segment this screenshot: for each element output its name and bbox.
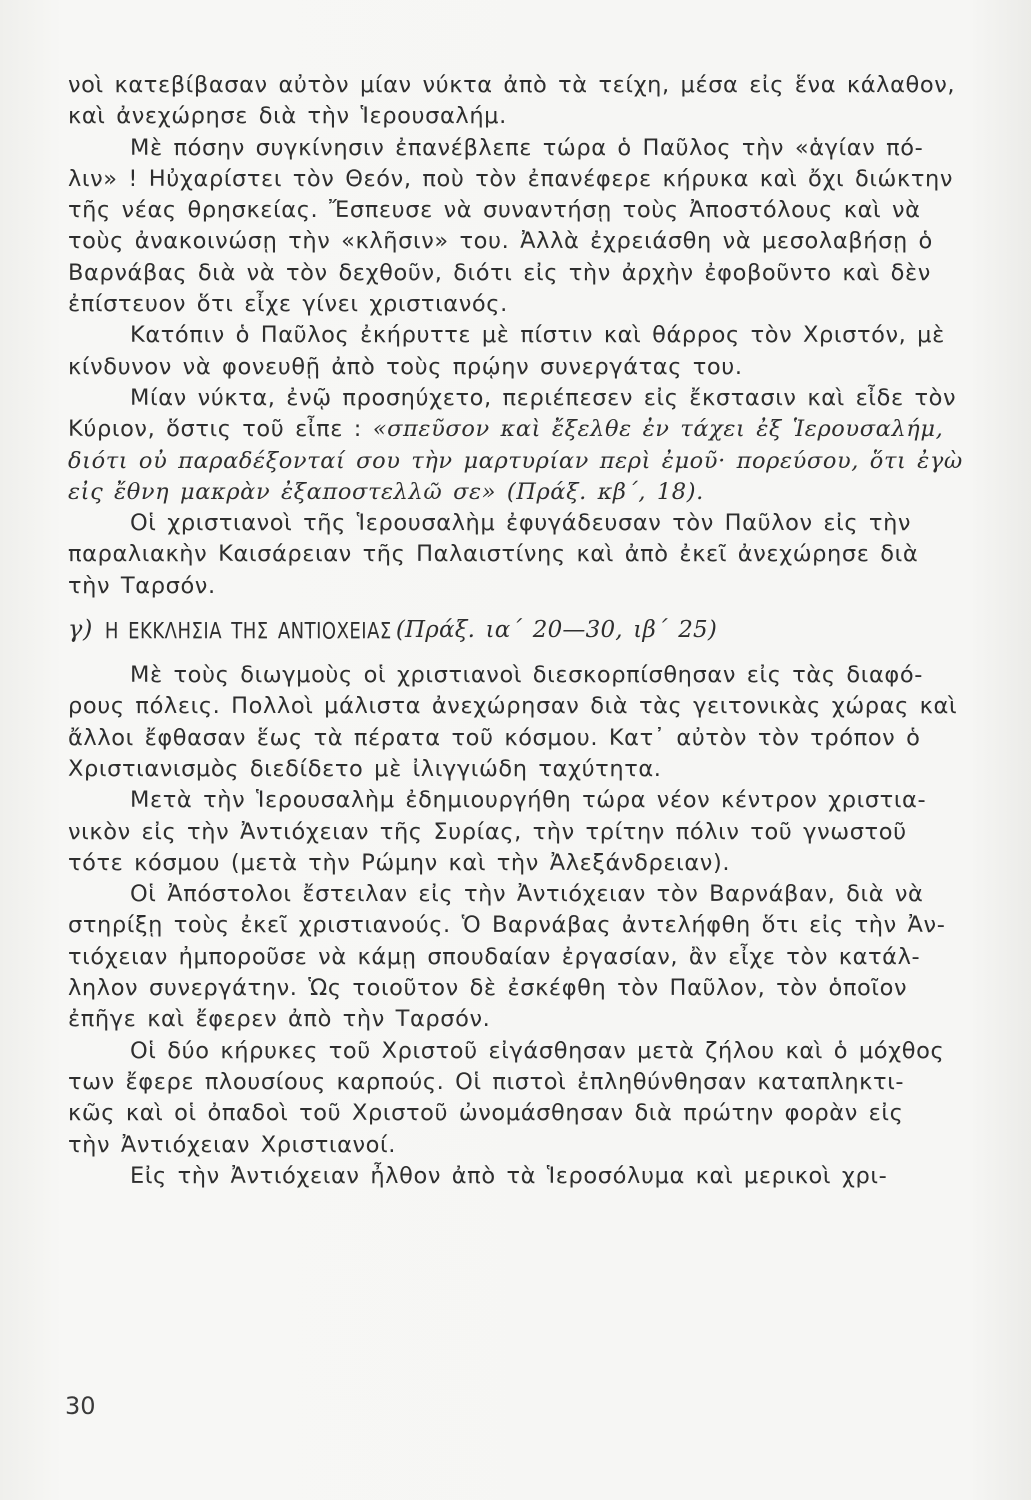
text-line: Οἱ χριστιανοὶ τῆς Ἱερουσαλὴμ ἐφυγάδευσαν τὸν Παῦλον εἰς τὴν	[130, 510, 912, 537]
text-line: ρους πόλεις. Πολλοὶ μάλιστα ἀνεχώρησαν διὰ τὰς γειτονικὰς χώρας καὶ	[68, 693, 958, 720]
text-line	[68, 414, 1018, 445]
text-line: λιν» ! Ηὐχαρίστει τὸν Θεόν, ποὺ τὸν ἐπανέφερε κήρυκα καὶ ὄχι διώκτην	[68, 165, 954, 192]
text-line: των ἔφερε πλουσίους καρπούς. Οἱ πιστοὶ ἐπληθύνθησαν καταπληκτι-	[68, 1068, 905, 1095]
text-line: Οἱ Ἀπόστολοι ἔστειλαν εἰς τὴν Ἀντιόχειαν τὸν Βαρνάβαν, διὰ νὰ	[130, 881, 924, 908]
section-title: Η ΕΚΚΛΗΣΙΑ ΤΗΣ ΑΝΤΙΟΧΕΙΑΣ	[104, 618, 392, 645]
text-line: στηρίξῃ τοὺς ἐκεῖ χριστιανούς. Ὁ Βαρνάβας ἀντελήφθη ὅτι εἰς τὴν Ἀν-	[68, 912, 946, 939]
text-span: Κύριον, ὅστις τοῦ εἶπε :	[68, 416, 373, 443]
text-line: τιόχειαν ἠμποροῦσε νὰ κάμῃ σπουδαίαν ἐργασίαν, ἂν εἶχε τὸν κατάλ-	[68, 943, 921, 970]
text-line: Μὲ πόσην συγκίνησιν ἐπανέβλεπε τώρα ὁ Παῦλος τὴν «ἁγίαν πό-	[130, 134, 924, 161]
section-reference: (Πράξ. ια΄ 20—30, ιβ΄ 25)	[395, 617, 718, 644]
text-line: Χριστιανισμὸς διεδίδετο μὲ ἰλιγγιώδη ταχύτητα.	[68, 755, 662, 782]
text-line: νοὶ κατεβίβασαν αὐτὸν μίαν νύκτα ἀπὸ τὰ τείχη, μέσα εἰς ἕνα κάλαθον,	[68, 72, 956, 98]
text-line: Κατόπιν ὁ Παῦλος ἐκήρυττε μὲ πίστιν καὶ θάρρος τὸν Χριστόν, μὲ	[130, 322, 945, 349]
body-text	[68, 70, 1018, 1192]
text-line: Μετὰ τὴν Ἱερουσαλὴμ ἐδημιουργήθη τώρα νέον κέντρον χριστια-	[130, 787, 927, 814]
text-line: κῶς καὶ οἱ ὀπαδοὶ τοῦ Χριστοῦ ὠνομάσθησαν διὰ πρώτην φορὰν εἰς	[68, 1100, 904, 1127]
text-line: τῆς νέας θρησκείας. Ἔσπευσε νὰ συναντήσῃ τοὺς Ἀποστόλους καὶ νὰ	[68, 197, 921, 224]
section-marker: γ)	[68, 615, 93, 644]
text-line: κίνδυνον νὰ φονευθῇ ἀπὸ τοὺς πρῴην συνεργάτας του.	[68, 353, 743, 380]
text-line: νικὸν εἰς τὴν Ἀντιόχειαν τῆς Συρίας, τὴν τρίτην πόλιν τοῦ γνωστοῦ	[68, 818, 907, 845]
scripture-quote: εἰς ἔθνη μακρὰν ἐξαποστελλῶ σε»	[68, 478, 507, 505]
text-line: ἐπίστευον ὅτι εἶχε γίνει χριστιανός.	[68, 291, 508, 318]
text-line: τότε κόσμου (μετὰ τὴν Ρώμην καὶ τὴν Ἀλεξάνδρειαν).	[68, 849, 731, 876]
page-number: 30	[65, 1392, 96, 1420]
scripture-reference: (Πράξ. κβ΄, 18).	[506, 478, 704, 505]
text-line: τοὺς ἀνακοινώσῃ τὴν «κλῆσιν» του. Ἀλλὰ ἐχρειάσθη νὰ μεσολαβήσῃ ὁ	[68, 228, 933, 255]
text-line	[68, 477, 1018, 508]
text-line: ἄλλοι ἔφθασαν ἕως τὰ πέρατα τοῦ κόσμου. Κατ᾽ αὐτὸν τὸν τρόπον ὁ	[68, 724, 921, 751]
text-line: παραλιακὴν Καισάρειαν τῆς Παλαιστίνης καὶ ἀπὸ ἐκεῖ ἀνεχώρησε διὰ	[68, 541, 919, 568]
text-line: Μὲ τοὺς διωγμοὺς οἱ χριστιανοὶ διεσκορπίσθησαν εἰς τὰς διαφό-	[130, 662, 923, 689]
scripture-quote: διότι οὐ παραδέξονταί σου τὴν μαρτυρίαν περὶ ἐμοῦ· πορεύσου, ὅτι ἐγὼ	[68, 447, 963, 474]
section-heading	[68, 614, 1018, 646]
text-line: Εἰς τὴν Ἀντιόχειαν ἦλθον ἀπὸ τὰ Ἱεροσόλυμα καὶ μερικοὶ χρι-	[130, 1162, 888, 1189]
text-line: καὶ ἀνεχώρησε διὰ τὴν Ἱερουσαλήμ.	[68, 103, 507, 130]
text-line: τὴν Ἀντιόχειαν Χριστιανοί.	[68, 1131, 396, 1158]
text-line: Μίαν νύκτα, ἐνῷ προσηύχετο, περιέπεσεν εἰς ἔκστασιν καὶ εἶδε τὸν	[130, 384, 957, 411]
text-line: Βαρνάβας διὰ νὰ τὸν δεχθοῦν, διότι εἰς τὴν ἀρχὴν ἐφοβοῦντο καὶ δὲν	[68, 259, 931, 286]
text-line: ἐπῆγε καὶ ἔφερεν ἀπὸ τὴν Ταρσόν.	[68, 1006, 491, 1033]
text-line: Οἱ δύο κήρυκες τοῦ Χριστοῦ εἰγάσθησαν μετὰ ζήλου καὶ ὁ μόχθος	[130, 1037, 945, 1064]
scripture-quote: «σπεῦσον καὶ ἔξελθε ἐν τάχει ἐξ Ἱερουσαλήμ,	[372, 416, 944, 443]
text-line: ληλον συνεργάτην. Ὡς τοιοῦτον δὲ ἐσκέφθη τὸν Παῦλον, τὸν ὁποῖον	[68, 975, 908, 1002]
text-line: τὴν Ταρσόν.	[68, 572, 216, 599]
